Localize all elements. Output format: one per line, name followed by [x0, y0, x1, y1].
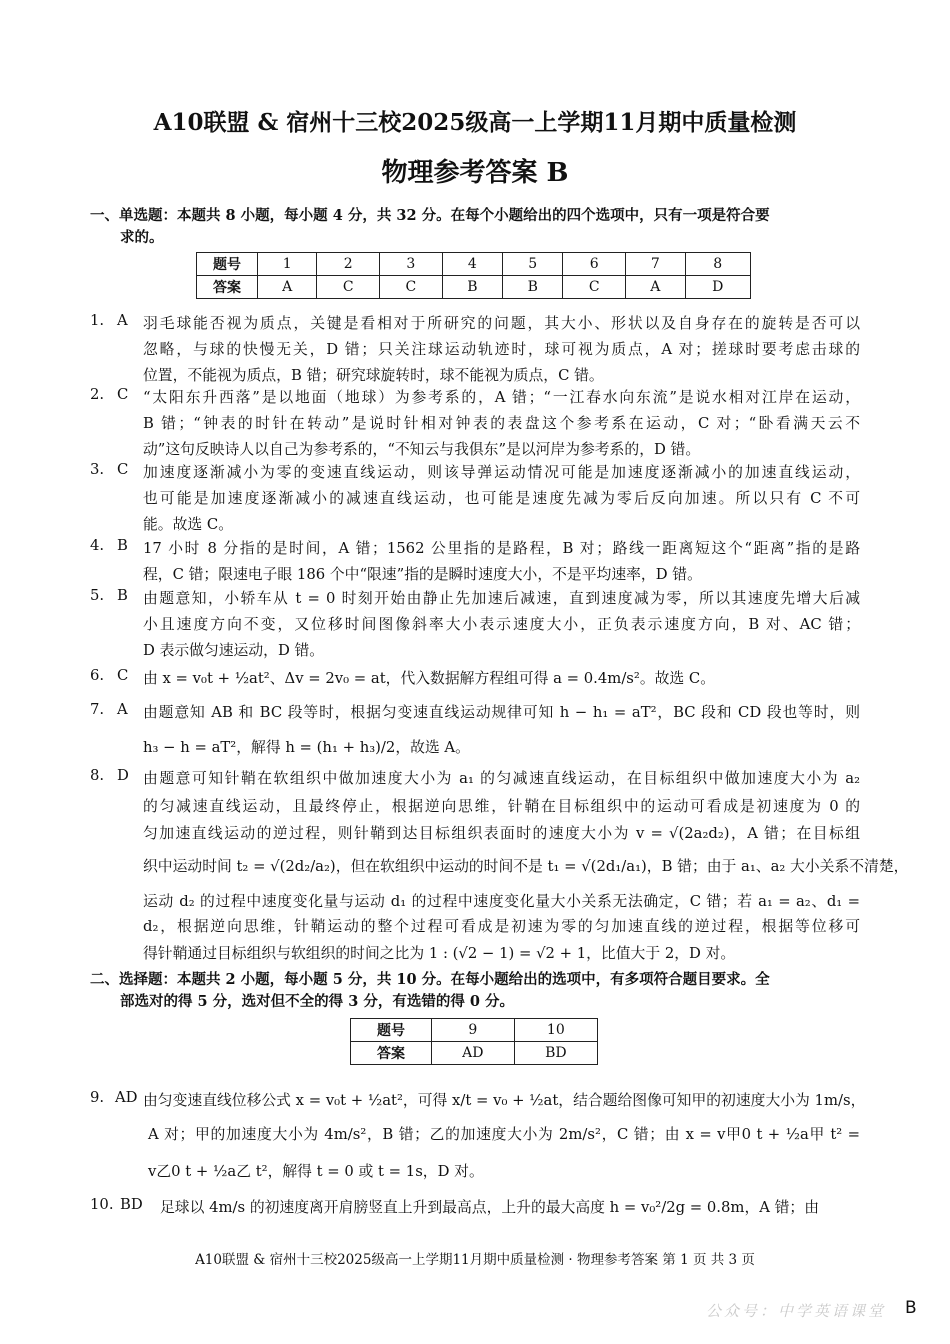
section1-heading [90, 205, 860, 249]
version-badge: B [905, 1298, 917, 1318]
answer-cell: C [563, 276, 626, 299]
explanation-line: 匀加速直线运动的逆过程，则针鞘到达目标组织表面时的速度大小为 v = √(2a₂d₂)，A 错；在目标组 [143, 825, 860, 842]
question-number: 9. [90, 1089, 105, 1106]
explanation-line: 忽略，与球的快慢无关，D 错；只关注球运动轨迹时，球可视为质点，A 对；搓球时要考虑击球的 [143, 341, 860, 358]
answer-cell: C [380, 276, 443, 299]
answer-key: B [117, 587, 128, 604]
section2-heading-line: 二、选择题：本题共 2 小题，每小题 5 分，共 10 分。在每小题给出的选项中，有多项符合题目要求。全 [90, 971, 770, 988]
explanation-line: 17 小时 8 分指的是时间，A 错；1562 公里指的是路程，B 对；路线一距离短这个“距离”指的是路 [143, 540, 860, 557]
row-label: 答案 [351, 1042, 432, 1065]
explanation-line: 得针鞘通过目标组织与软组织的时间之比为 1 : (√2 − 1) = √2 + 1，比值大于 2，D 对。 [143, 945, 736, 962]
question-number: 7. [90, 701, 105, 718]
answer-cell: A [626, 276, 685, 299]
document-subtitle: 物理参考答案 B [381, 158, 569, 188]
document-title: A10联盟 & 宿州十三校2025级高一上学期11月期中质量检测 [153, 109, 797, 136]
explanation-line: 织中运动时间 t₂ = √(2d₂/a₂)，但在软组织中运动的时间不是 t₁ = √(2d₁/a₁)，B 错；由于 a₁、a₂ 大小关系不清楚， [143, 858, 909, 875]
row-label: 题号 [351, 1019, 432, 1042]
explanation-line: 由题意知 AB 和 BC 段等时，根据匀变速直线运动规律可知 h − h₁ = aT²，BC 段和 CD 段也等时，则 [143, 704, 860, 721]
question-number: 4. [90, 537, 105, 554]
section2-heading-line: 部选对的得 5 分，选对但不全的得 3 分，有选错的得 0 分。 [120, 993, 515, 1010]
answer-cell: B [503, 276, 563, 299]
question-number: 10. [90, 1196, 114, 1213]
section2-answer-table [350, 1018, 598, 1065]
answer-key: C [117, 386, 129, 403]
question-number-cell: 6 [563, 253, 626, 276]
question-number-cell: 1 [258, 253, 317, 276]
answer-key: BD [120, 1196, 143, 1213]
section1-heading-line: 一、单选题：本题共 8 小题，每小题 4 分，共 32 分。在每个小题给出的四个选项中，只有一项是符合要 [90, 207, 770, 224]
explanation-line: 动”这句反映诗人以自己为参考系的，“不知云与我俱东”是以河岸为参考系的，D 错。 [143, 441, 701, 458]
explanation-line: h₃ − h = aT²，解得 h = (h₁ + h₃)/2，故选 A。 [143, 739, 470, 756]
question-number: 1. [90, 312, 105, 329]
question-number: 3. [90, 461, 105, 478]
explanation-line: 运动 d₂ 的过程中速度变化量与运动 d₁ 的过程中速度变化量大小关系无法确定，C 错；若 a₁ = a₂、d₁ = [143, 893, 860, 910]
explanation-line: A 对；甲的加速度大小为 4m/s²，B 错；乙的加速度大小为 2m/s²，C 错；由 x = v甲0 t + ½a甲 t² = [148, 1126, 860, 1143]
table-row-numbers [197, 253, 751, 276]
explanation-line: 由题意知，小轿车从 t = 0 时刻开始由静止先加速后减速，直到速度减为零，所以其速度先增大后减 [143, 590, 860, 607]
explanation-line: 由 x = v₀t + ½at²、Δv = 2v₀ = at，代入数据解方程组可得 a = 0.4m/s²。故选 C。 [143, 670, 716, 687]
answer-key: AD [115, 1089, 138, 1106]
explanation-line: 也可能是加速度逐渐减小的减速直线运动，也可能是速度先减为零后反向加速。所以只有 C 不可 [143, 490, 860, 507]
explanation-line: 能。故选 C。 [143, 516, 234, 533]
answer-cell: D [685, 276, 750, 299]
question-number-cell: 10 [514, 1019, 597, 1042]
question-number: 5. [90, 587, 105, 604]
explanation-line: “太阳东升西落”是以地面（地球）为参考系的，A 错；“一江春水向东流”是说水相对江岸在运动， [143, 389, 860, 406]
explanation-line: D 表示做匀速运动，D 错。 [143, 642, 325, 659]
explanation-line: 位置，不能视为质点，B 错；研究球旋转时，球不能视为质点，C 错。 [143, 367, 604, 384]
question-number-cell: 5 [503, 253, 563, 276]
question-number-cell: 7 [626, 253, 685, 276]
answer-cell: AD [432, 1042, 515, 1065]
answer-cell: B [442, 276, 502, 299]
row-label: 题号 [197, 253, 258, 276]
explanation-line: 由匀变速直线位移公式 x = v₀t + ½at²，可得 x/t = v₀ + ½at，结合题给图像可知甲的初速度大小为 1m/s， [143, 1092, 866, 1109]
answer-cell: C [317, 276, 380, 299]
section2-heading [90, 969, 860, 1013]
explanation-line: d₂，根据逆向思维，针鞘运动的整个过程可看成是初速为零的匀加速直线的逆过程，根据等位移可 [143, 918, 860, 935]
question-number-cell: 4 [442, 253, 502, 276]
table-row-answers [197, 276, 751, 299]
explanation-line: 羽毛球能否视为质点，关键是看相对于所研究的问题，其大小、形状以及自身存在的旋转是否可以 [143, 315, 860, 332]
explanation-line: 加速度逐渐减小为零的变速直线运动，则该导弹运动情况可能是加速度逐渐减小的加速直线运动， [143, 464, 860, 481]
answer-cell: A [258, 276, 317, 299]
row-label: 答案 [197, 276, 258, 299]
explanation-line: v乙0 t + ½a乙 t²，解得 t = 0 或 t = 1s，D 对。 [148, 1163, 484, 1180]
question-number-cell: 9 [432, 1019, 515, 1042]
question-number: 2. [90, 386, 105, 403]
question-number: 6. [90, 667, 105, 684]
answer-key: C [117, 667, 129, 684]
section1-answer-table [196, 252, 751, 299]
page-footer: A10联盟 & 宿州十三校2025级高一上学期11月期中质量检测 · 物理参考答案 第 1 页 共 3 页 [195, 1252, 755, 1268]
explanation-line: B 错；“钟表的时针在转动”是说时针相对钟表的表盘这个参考系在运动，C 对；“卧看满天云不 [143, 415, 860, 432]
question-number-cell: 8 [685, 253, 750, 276]
answer-key: A [117, 312, 128, 329]
table-row-answers [351, 1042, 598, 1065]
question-number-cell: 2 [317, 253, 380, 276]
table-row-numbers [351, 1019, 598, 1042]
watermark: 公众号：中学英语课堂 [706, 1302, 887, 1320]
answer-key: D [117, 767, 129, 784]
answer-key: B [117, 537, 128, 554]
explanation-line: 的匀减速直线运动，且最终停止，根据逆向思维，针鞘在目标组织中的运动可看成是初速度为 0 的 [143, 798, 860, 815]
explanation-line: 足球以 4m/s 的初速度离开肩膀竖直上升到最高点，上升的最大高度 h = v₀²/2g = 0.8m，A 错；由 [160, 1199, 820, 1216]
answer-key: C [117, 461, 129, 478]
answer-key: A [117, 701, 128, 718]
question-number-cell: 3 [380, 253, 443, 276]
section1-heading-line: 求的。 [120, 229, 164, 246]
question-number: 8. [90, 767, 105, 784]
explanation-line: 小且速度方向不变，又位移时间图像斜率大小表示速度大小，正负表示速度方向，B 对、AC 错； [143, 616, 860, 633]
answer-cell: BD [514, 1042, 597, 1065]
explanation-line: 程，C 错；限速电子眼 186 个中“限速”指的是瞬时速度大小，不是平均速率，D 错。 [143, 566, 702, 583]
explanation-line: 由题意可知针鞘在软组织中做加速度大小为 a₁ 的匀减速直线运动，在目标组织中做加速度大小为 a₂ [143, 770, 860, 787]
